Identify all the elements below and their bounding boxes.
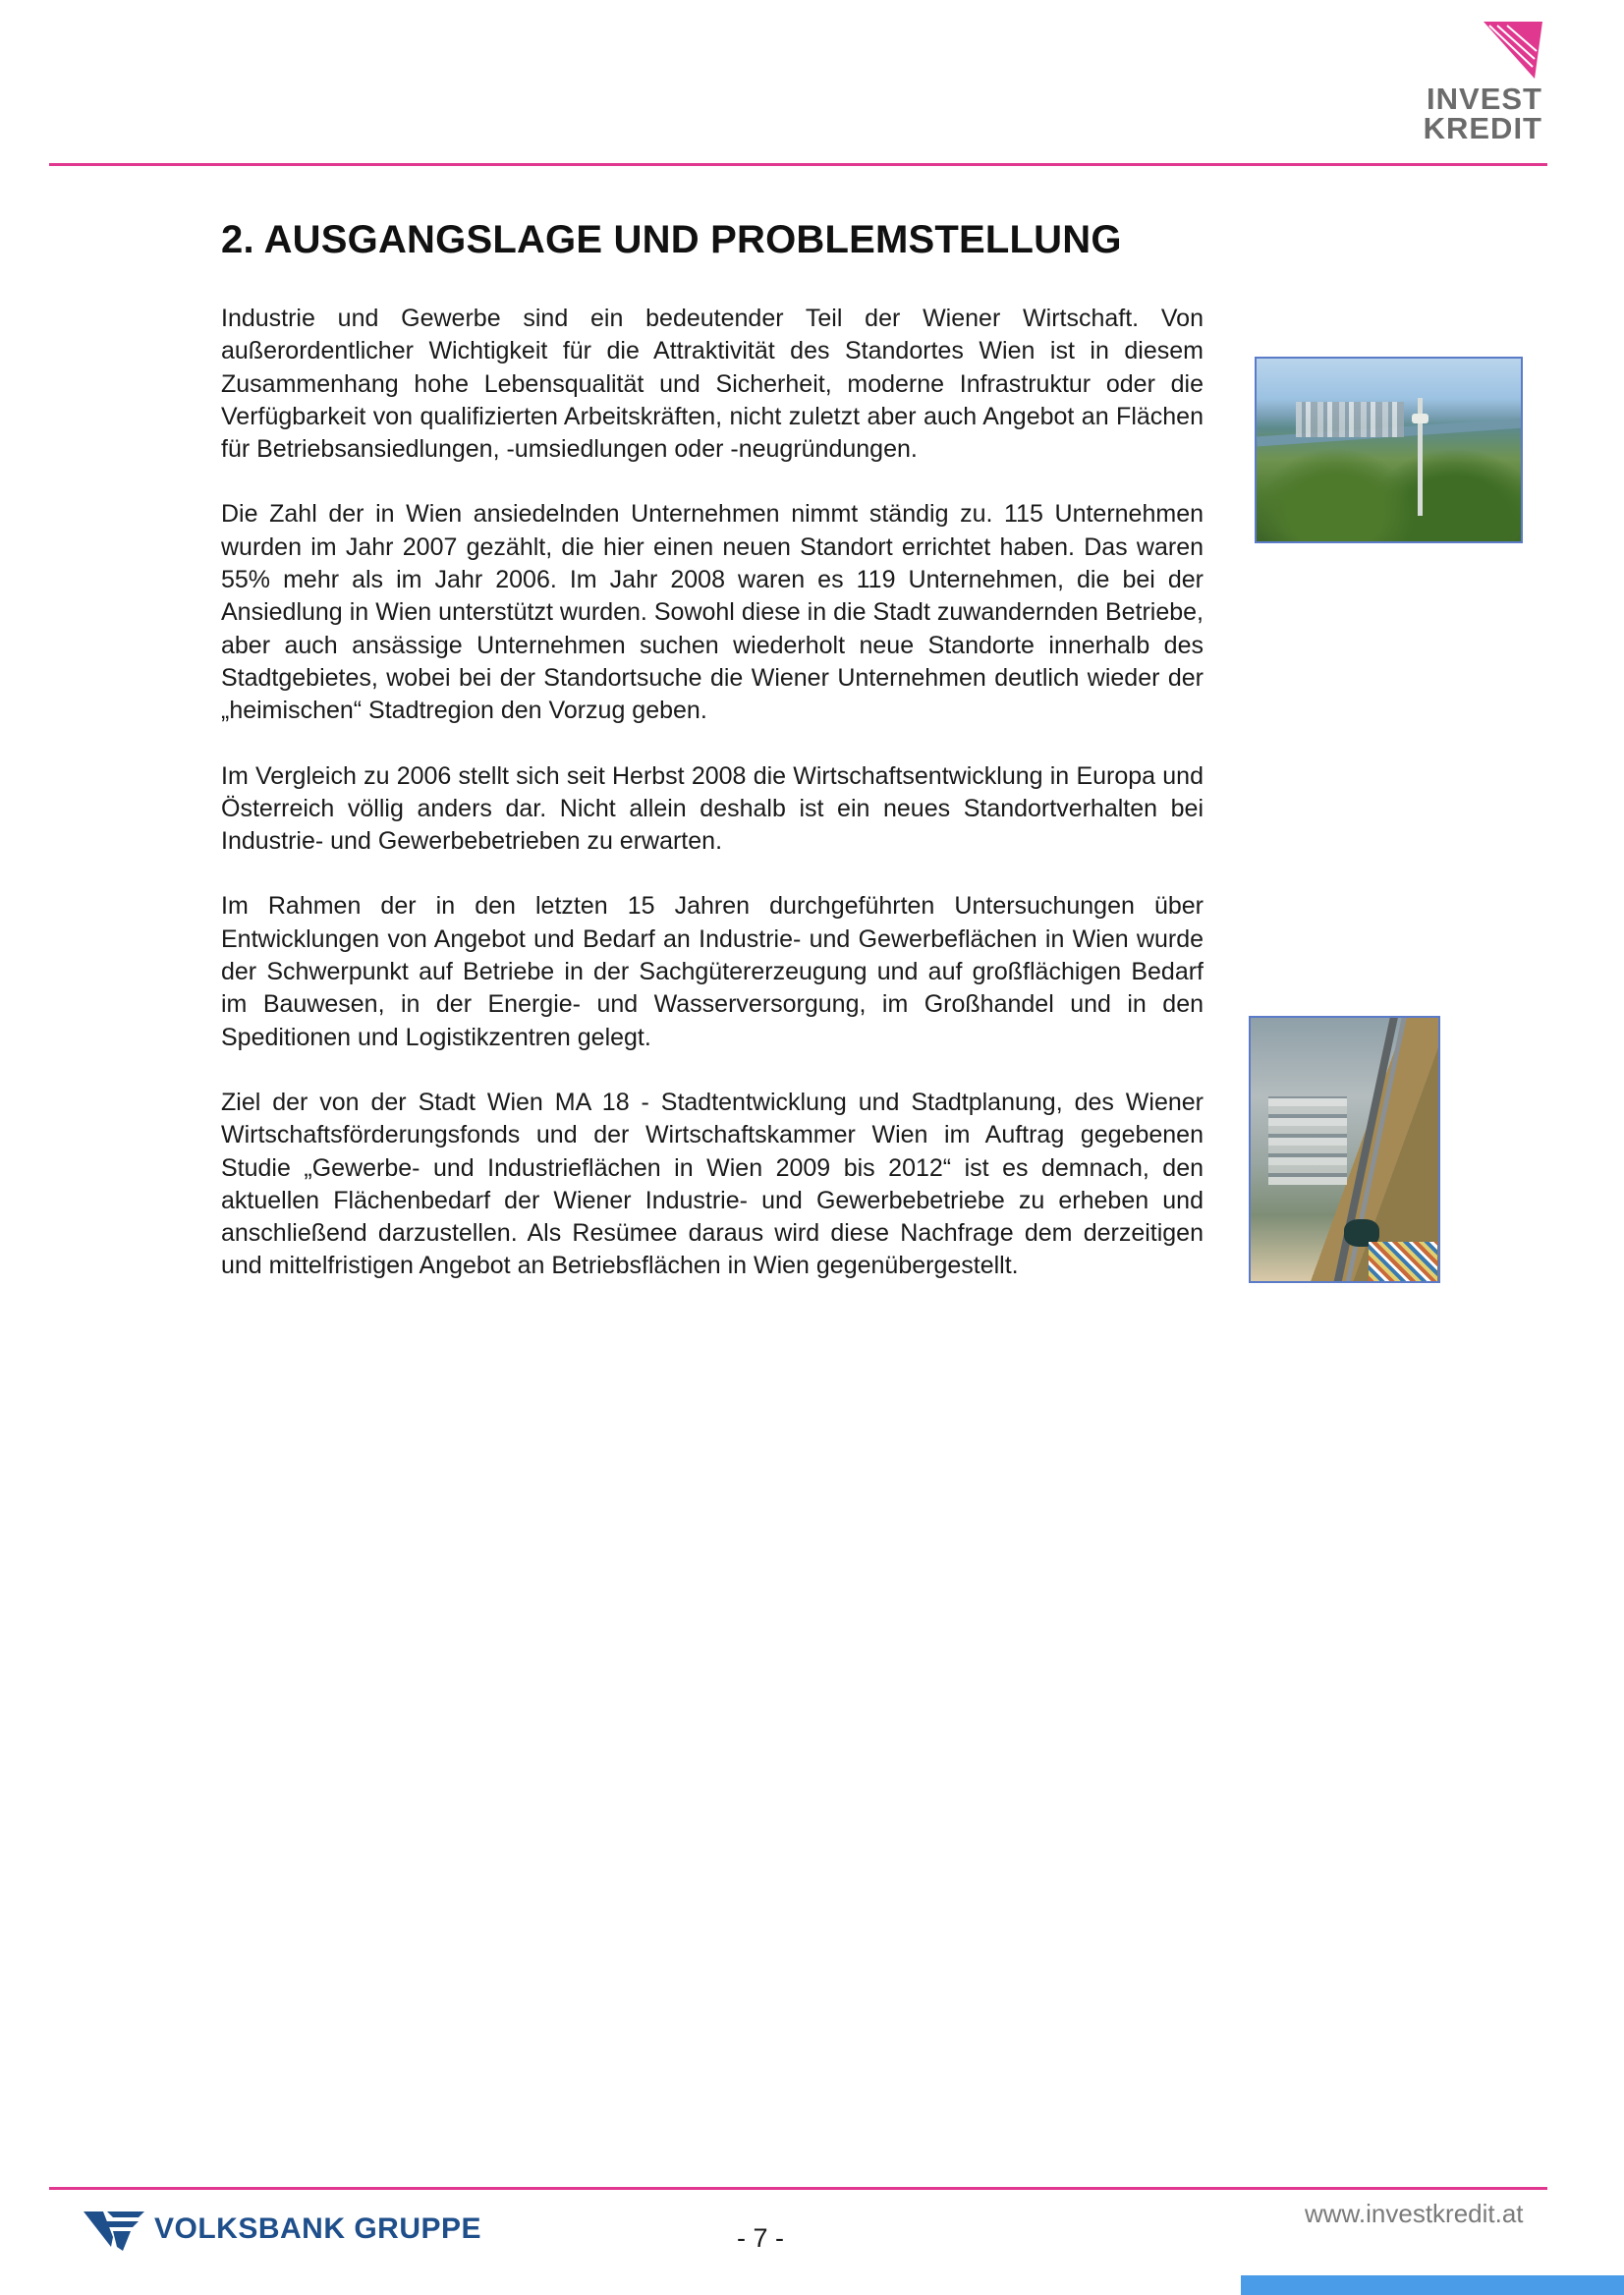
photo-colored-lots [1369,1242,1437,1281]
footer-accent-bar [1241,2275,1624,2295]
volksbank-wordmark: VOLKSBANK GRUPPE [154,2212,482,2245]
vienna-skyline-photo [1255,357,1523,543]
logo-triangle-icon [1484,22,1542,79]
logo-line-1: INVEST [1427,82,1542,116]
investkredit-logo [1415,22,1542,145]
section-title: 2. AUSGANGSLAGE UND PROBLEMSTELLUNG [221,218,1122,261]
photo-buildings [1296,402,1404,437]
paragraph-4: Im Rahmen der in den letzten 15 Jahren durchgeführten Untersuchungen über Entwicklungen von Angebot und Bedarf an Industrie- und Gewerbeflächen in Wien wurde der Schwerpunkt auf Betriebe in der Sachgütererzeugung und auf großflächigen Bedarf im Bauwesen, in der Energie- und Wasserversorgung, im Großhandel und in den Speditionen und Logistikzentren gelegt. [221,892,1204,1051]
photo-tower-top [1412,414,1428,423]
volksbank-v-icon [84,2208,144,2251]
paragraph-3: Im Vergleich zu 2006 stellt sich seit Herbst 2008 die Wirtschaftsentwicklung in Europa und Österreich völlig anders dar. Nicht allein deshalb ist ein neues Standortverhalten bei Industrie- und Gewerbebetrieben zu erwarten. [221,761,1204,856]
footer-rule [49,2187,1547,2190]
photo-industrial-blocks [1268,1096,1347,1185]
paragraph-2: Die Zahl der in Wien ansiedelnden Unternehmen nimmt ständig zu. 115 Unternehmen wurden im Jahr 2007 gezählt, die hier einen neuen Standort errichtet haben. Das waren 55% mehr als im Jahr 2006. Im Jahr 2008 waren es 119 Unternehmen, die bei der Ansiedlung in Wien unterstützt wurden. Sowohl diese in die Stadt zuwandernden Betriebe, aber auch ansässige Unternehmen suchen wiederholt neue Standorte innerhalb des Stadtgebietes, wobei bei der Standortsuche die Wiener Unternehmen deutlich wieder der „heimischen“ Stadtregion den Vorzug geben. [221,500,1204,725]
footer-url[interactable]: www.investkredit.at [1305,2199,1524,2228]
paragraph-1: Industrie und Gewerbe sind ein bedeutender Teil der Wiener Wirtschaft. Von außerordentlicher Wichtigkeit für die Attraktivität des Standortes Wien ist in diesem Zusammenhang hohe Lebensqualität und Sicherheit, moderne Infrastruktur oder die Verfügbarkeit von qualifizierten Arbeitskräften, nicht zuletzt aber auch Angebot an Flächen für Betriebsansiedlungen, -umsiedlungen oder -neugründungen. [221,305,1204,464]
logo-line-2: KREDIT [1423,111,1542,145]
logo-wordmark [1424,84,1542,143]
industrial-area-aerial-photo [1249,1016,1440,1283]
page-number: - 7 - [737,2223,785,2253]
body-text [221,303,1204,1315]
header-rule [49,163,1547,166]
volksbank-logo [84,2206,481,2253]
paragraph-5: Ziel der von der Stadt Wien MA 18 - Stadtentwicklung und Stadtplanung, des Wiener Wirtschaftsförderungsfonds und der Wirtschaftskammer Wien im Auftrag gegebenen Studie „Gewerbe- und Industrieflächen in Wien 2009 bis 2012“ ist es demnach, den aktuellen Flächenbedarf der Wiener Industrie- und Gewerbebetriebe zu erheben und anschließend darzustellen. Als Resümee daraus wird diese Nachfrage dem derzeitigen und mittelfristigen Angebot an Betriebsflächen in Wien gegenübergestellt. [221,1088,1204,1280]
